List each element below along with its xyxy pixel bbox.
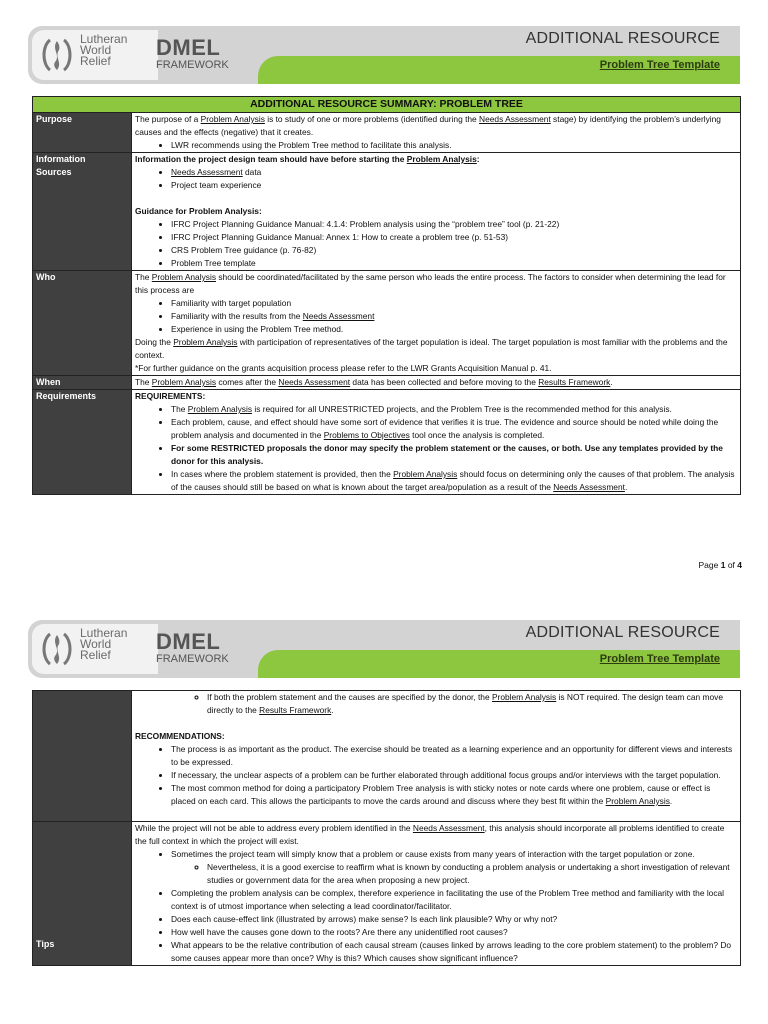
link-problems-to-objectives[interactable]: Problems to Objectives [323,430,410,440]
link-needs-assessment[interactable]: Needs Assessment [278,377,351,387]
list-item: • Sometimes the project team will simply know that a problem or cause exists from many years of interaction with the target population or zone. ◦ Nevertheless, it is a good exercise to reaffirm what is known by conducting a problem analysis or undertaking a short investigation of relevant studies or government data for the area when proposing a new project. [171,848,737,887]
content-purpose: The purpose of a Problem Analysis is to study of one or more problems (identified during the Needs Assessment stage) by identifying the problem’s underlying causes and the effects (negative) that it creates. • LWR recommends using the Problem Tree method to facilitate this analysis. [132,113,741,153]
grants-note: *For further guidance on the grants acquisition process please refer to the LWR Grants Acquisition Manual p. 41. [135,363,552,373]
link-problem-analysis[interactable]: Problem Analysis [151,377,217,387]
link-needs-assessment[interactable]: Needs Assessment [412,823,485,833]
content-tips: While the project will not be able to address every problem identified in the Needs Assessment, this analysis should incorporate all problems identified to create the full context in which the project will exist. • Sometimes the project team will simply know that a problem or cause exists from many years of interaction with the target population or zone. ◦ Nevertheless, it is a good exercise to reaffirm what is known by conducting a problem analysis or undertaking a short investigation of relevant studies or government data for the area when proposing a new project. • Completing the problem analysis can be complex, therefore experience in facilitating the use of the Problem Tree method and familiarity with the local context is of utmost importance when selecting a lead coordinator/facilitator. • Does each cause-effect link (illustrated by arrows) make sense? Is each link plausible? Why or why not? • How well have the causes gone down to the roots? Are there any unidentified root causes? • What appears to be the relative contribution of each causal stream (causes linked by arrows leading to the core problem statement) to the problem? Do some causes appear more than once? Why is this? Which causes show significant influence? [132,822,741,966]
list-item: • The Problem Analysis is required for all UNRESTRICTED projects, and the Problem Tree is the recommended method for this analysis. [171,403,737,416]
list-item: • CRS Problem Tree guidance (p. 76-82) [171,244,737,257]
row-when [33,376,741,390]
list-item: ◦ Nevertheless, it is a good exercise to reaffirm what is known by conducting a problem analysis or undertaking a short investigation of relevant studies or government data for the area when proposing a new project. [207,861,737,887]
brand-subtitle: FRAMEWORK [156,59,229,71]
list-item: • Needs Assessment data [171,166,737,179]
header-subtitle: Problem Tree Template [599,59,720,71]
row-tips [33,822,741,966]
link-results-framework[interactable]: Results Framework [538,377,611,387]
lwr-logo-icon [40,630,74,668]
recommendations-heading: RECOMMENDATIONS: [135,731,225,741]
row-information-sources [33,153,741,271]
row-requirements-continued [33,691,741,822]
list-item: • Each problem, cause, and effect should have some sort of evidence that verifies it is true. The evidence and source should be noted while doing the problem analysis and documented in the Problems to Objectives tool once the analysis is completed. [171,416,737,442]
label-tips: Tips [33,822,132,966]
summary-title: ADDITIONAL RESOURCE SUMMARY: PROBLEM TREE [33,97,741,113]
guidance-heading: Guidance for Problem Analysis: [135,206,262,216]
page-header [28,26,740,84]
list-item: • Does each cause-effect link (illustrated by arrows) make sense? Is each link plausible? Why or why not? [171,913,737,926]
label-blank [33,691,132,822]
link-needs-assessment[interactable]: Needs Assessment [171,167,243,177]
list-item: • The most common method for doing a participatory Problem Tree analysis is with sticky notes or note cards where one problem, cause or effect is placed on each card. This allows the participants to move the cards around and discuss where they best fit within the Problem Analysis. [171,782,737,808]
link-needs-assessment[interactable]: Needs Assessment [479,114,551,124]
list-item: • Experience in using the Problem Tree method. [171,323,737,336]
link-problem-analysis[interactable]: Problem Analysis [187,404,253,414]
list-item: • How well have the causes gone down to the roots? Are there any unidentified root causes? [171,926,737,939]
summary-table-continued [32,690,741,966]
summary-table [32,96,741,495]
row-purpose [33,113,741,153]
link-problem-analysis[interactable]: Problem Analysis [200,114,265,124]
content-requirements-continued [132,691,741,822]
list-item: • For some RESTRICTED proposals the donor may specify the problem statement or the causes, or both. Use any templates provided by the donor for this analysis. [171,442,737,468]
list-item: • Problem Tree template [171,257,737,270]
list-item: • Completing the problem analysis can be complex, therefore experience in facilitating the use of the Problem Tree method and familiarity with the local context is of utmost importance when selecting a lead coordinator/facilitator. [171,887,737,913]
label-when: When [33,376,132,390]
brand-subtitle: FRAMEWORK [156,653,229,665]
list-item: ◦ If both the problem statement and the causes are specified by the donor, the Problem Analysis is NOT required. The design team can move directly to the Results Framework. [207,691,737,717]
link-problem-analysis[interactable]: Problem Analysis [393,469,458,479]
link-needs-assessment[interactable]: Needs Assessment [553,482,625,492]
link-problem-analysis[interactable]: Problem Analysis [491,692,557,702]
page-header [28,620,740,678]
label-purpose: Purpose [33,113,132,153]
link-results-framework[interactable]: Results Framework [259,705,332,715]
list-item: • Familiarity with the results from the Needs Assessment [171,310,737,323]
logo-wordmark: Lutheran World Relief [80,626,128,662]
list-item: • LWR recommends using the Problem Tree method to facilitate this analysis. [171,139,737,152]
list-item: • What appears to be the relative contribution of each causal stream (causes linked by arrows leading to the core problem statement) to the problem? Do some causes appear more than once? Why is this? Which causes show significant influence? [171,939,737,965]
lwr-logo-icon [40,36,74,74]
list-item: • Project team experience [171,179,737,192]
row-requirements [33,390,741,495]
content-who: The Problem Analysis should be coordinated/facilitated by the same person who leads the entire process. The factors to consider when determining the lead for this process are • Familiarity with target population • Familiarity with the results from the Needs Assessment • Experience in using the Problem Tree method. Doing the Problem Analysis with participation of representatives of the target population is ideal. The target population is most familiar with the problems and the context. *For further guidance on the grants acquisition process please refer to the LWR Grants Acquisition Manual p. 41. [132,271,741,376]
link-needs-assessment[interactable]: Needs Assessment [302,311,375,321]
list-item: • IFRC Project Planning Guidance Manual: Annex 1: How to create a problem tree (p. 51-53) [171,231,737,244]
list-item: • In cases where the problem statement is provided, then the Problem Analysis should focus on determining only the causes of that problem. The analysis of the causes should still be based on what is known about the target area/population as a result of the Needs Assessment. [171,468,737,494]
page-number: Page 1 of 4 [698,560,742,570]
link-problem-analysis[interactable]: Problem Analysis [173,337,238,347]
header-title: ADDITIONAL RESOURCE [525,624,720,641]
requirements-heading: REQUIREMENTS: [135,391,206,401]
header-subtitle: Problem Tree Template [599,653,720,665]
header-title: ADDITIONAL RESOURCE [525,30,720,47]
link-problem-analysis[interactable]: Problem Analysis [151,272,217,282]
label-who: Who [33,271,132,376]
row-who [33,271,741,376]
logo-wordmark: Lutheran World Relief [80,32,128,68]
list-item: • The process is as important as the product. The exercise should be treated as a learning experience and an opportunity for different views and interests to be expressed. [171,743,737,769]
content-information-sources: Information the project design team should have before starting the Problem Analysis: • Needs Assessment data • Project team experience Guidance for Problem Analysis: • IFRC Project Planning Guidance Manual: 4.1.4: Problem analysis using the “problem tree” tool (p. 21-22) • IFRC Project Planning Guidance Manual: Annex 1: How to create a problem tree (p. 51-53) • CRS Problem Tree guidance (p. 76-82) • Problem Tree template [132,153,741,271]
label-information-sources: Information Sources [33,153,132,271]
link-problem-analysis[interactable]: Problem Analysis [605,796,670,806]
link-problem-analysis[interactable]: Problem Analysis [406,154,477,164]
brand-title: DMEL [156,629,221,654]
list-item: • If necessary, the unclear aspects of a problem can be further elaborated through additional focus groups and/or interviews with the target population. [171,769,737,782]
list-item: • Familiarity with target population [171,297,737,310]
brand-title: DMEL [156,35,221,60]
content-when: The Problem Analysis comes after the Needs Assessment data has been collected and before moving to the Results Framework. [132,376,741,390]
list-item: • IFRC Project Planning Guidance Manual: 4.1.4: Problem analysis using the “problem tree” tool (p. 21-22) [171,218,737,231]
content-requirements [132,390,741,495]
label-requirements: Requirements [33,390,132,495]
